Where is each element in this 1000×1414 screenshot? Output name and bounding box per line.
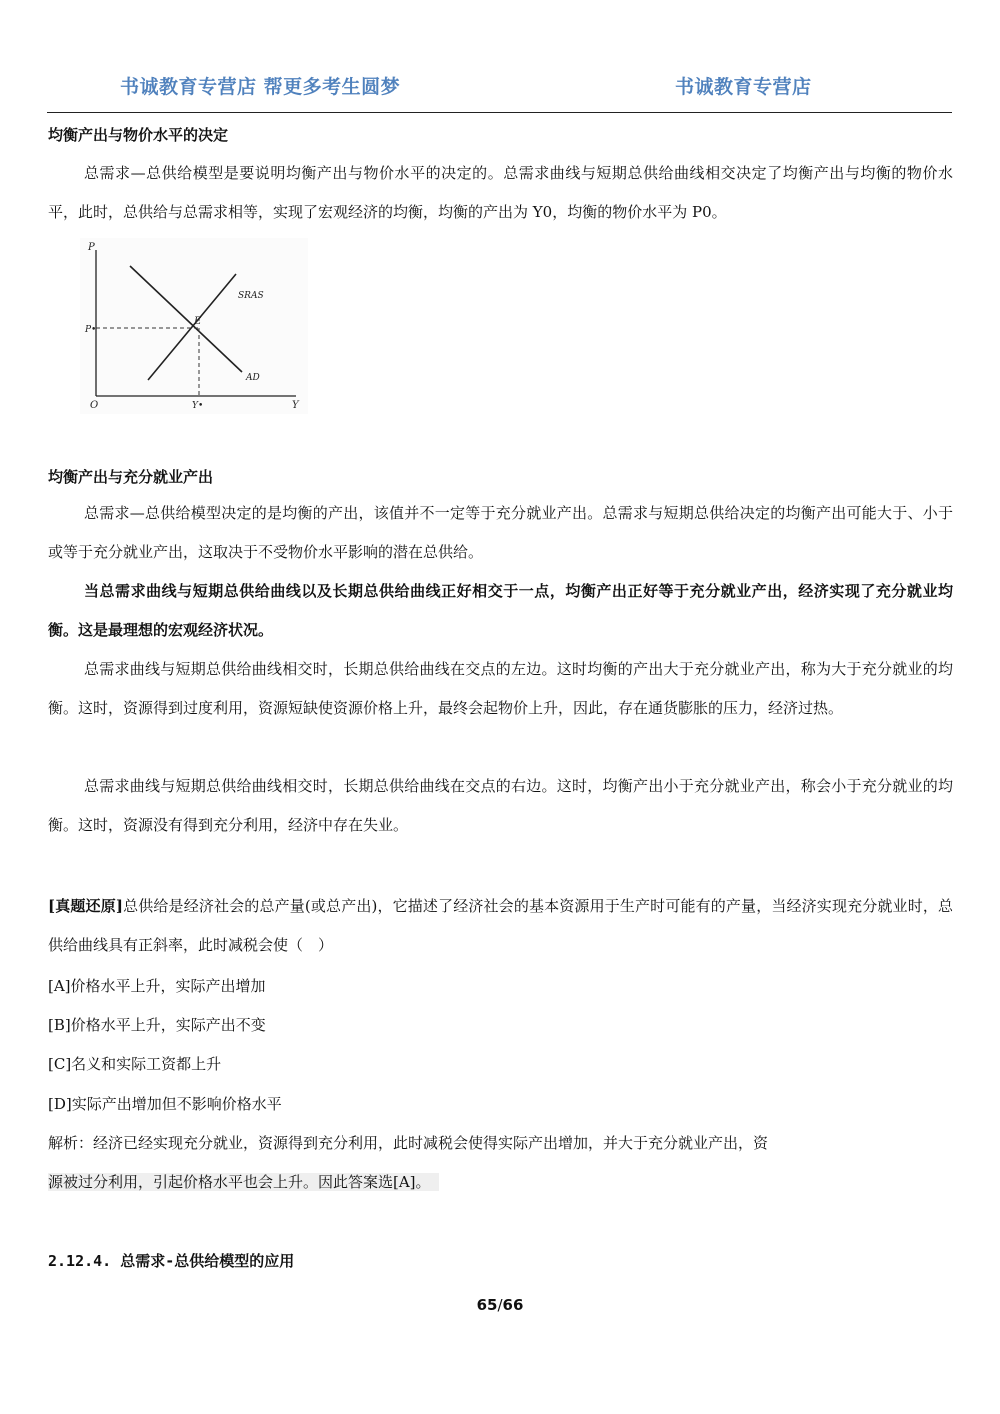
ad-label: AD xyxy=(246,373,260,383)
header-divider xyxy=(47,112,952,113)
sras-label: SRAS xyxy=(238,291,264,301)
question-text: 总供给是经济社会的总产量(或总产出)，它描述了经济社会的基本资源用于生产时可能有的产量，当经济实现充分就业时，总供给曲线具有正斜率，此时减税会使（ ） xyxy=(48,897,953,954)
option-a: [A]价格水平上升，实际产出增加 xyxy=(48,977,266,995)
origin-label: O xyxy=(90,400,99,411)
section2-paragraph-1: 总需求—总供给模型决定的是均衡的产出，该值并不一定等于充分就业产出。总需求与短期总供给决定的均衡产出可能大于、小于或等于充分就业产出，这取决于不受物价水平影响的潜在总供给。 xyxy=(48,504,953,561)
option-c: [C]名义和实际工资都上升 xyxy=(48,1055,222,1073)
section2-paragraph-4: 总需求曲线与短期总供给曲线相交时，长期总供给曲线在交点的右边。这时，均衡产出小于充分就业产出，称会小于充分就业的均衡。这时，资源没有得到充分利用，经济中存在失业。 xyxy=(48,777,953,834)
sras-curve xyxy=(148,274,236,380)
ad-curve xyxy=(130,266,242,372)
next-section-heading: 2.12.4. 总需求-总供给模型的应用 xyxy=(48,1252,295,1270)
p-axis-label: P xyxy=(88,242,95,253)
ad-as-diagram xyxy=(80,238,308,414)
option-d: [D]实际产出增加但不影响价格水平 xyxy=(48,1095,282,1113)
analysis-line-2 xyxy=(48,1171,439,1192)
section2-paragraph-3: 总需求曲线与短期总供给曲线相交时，长期总供给曲线在交点的左边。这时均衡的产出大于充分就业产出，称为大于充分就业的均衡。这时，资源得到过度利用，资源短缺使资源价格上升，最终会起物价上升，因此，存在通货膨胀的压力，经济过热。 xyxy=(48,660,953,717)
option-b: [B]价格水平上升，实际产出不变 xyxy=(48,1016,266,1034)
section-title-equilibrium: 均衡产出与物价水平的决定 xyxy=(48,126,229,144)
equilibrium-point-label: E xyxy=(194,316,202,327)
section-title-full-employment: 均衡产出与充分就业产出 xyxy=(48,468,214,486)
p-star-label: P• xyxy=(85,325,97,335)
y-axis-label: Y xyxy=(292,400,299,411)
analysis-line-1: 解析：经济已经实现充分就业，资源得到充分利用，此时减税会使得实际产出增加，并大于充分就业产出，资 xyxy=(48,1134,769,1152)
analysis-line-2-text: 源被过分利用，引起价格水平也会上升。因此答案选[A]。 xyxy=(48,1173,439,1191)
section1-paragraph: 总需求—总供给模型是要说明均衡产出与物价水平的决定的。总需求曲线与短期总供给曲线相交决定了均衡产出与均衡的物价水平，此时，总供给与总需求相等，实现了宏观经济的均衡，均衡的产出为 Y0，均衡的物价水平为 P0。 xyxy=(48,164,953,221)
question-tag: [真题还原] xyxy=(48,897,123,915)
page-current: 65 xyxy=(476,1296,498,1314)
y-star-label: Y• xyxy=(192,401,204,411)
section2-paragraph-2: 当总需求曲线与短期总供给曲线以及长期总供给曲线正好相交于一点，均衡产出正好等于充分就业产出，经济实现了充分就业均衡。这是最理想的宏观经济状况。 xyxy=(48,582,953,639)
header-right-title: 书诚教育专营店 xyxy=(675,76,812,98)
page-number xyxy=(0,1296,1000,1314)
page-total: 66 xyxy=(502,1296,524,1314)
page-separator: / xyxy=(497,1296,503,1314)
header-left-title: 书诚教育专营店 帮更多考生圆梦 xyxy=(120,76,401,98)
exam-question xyxy=(48,887,953,965)
